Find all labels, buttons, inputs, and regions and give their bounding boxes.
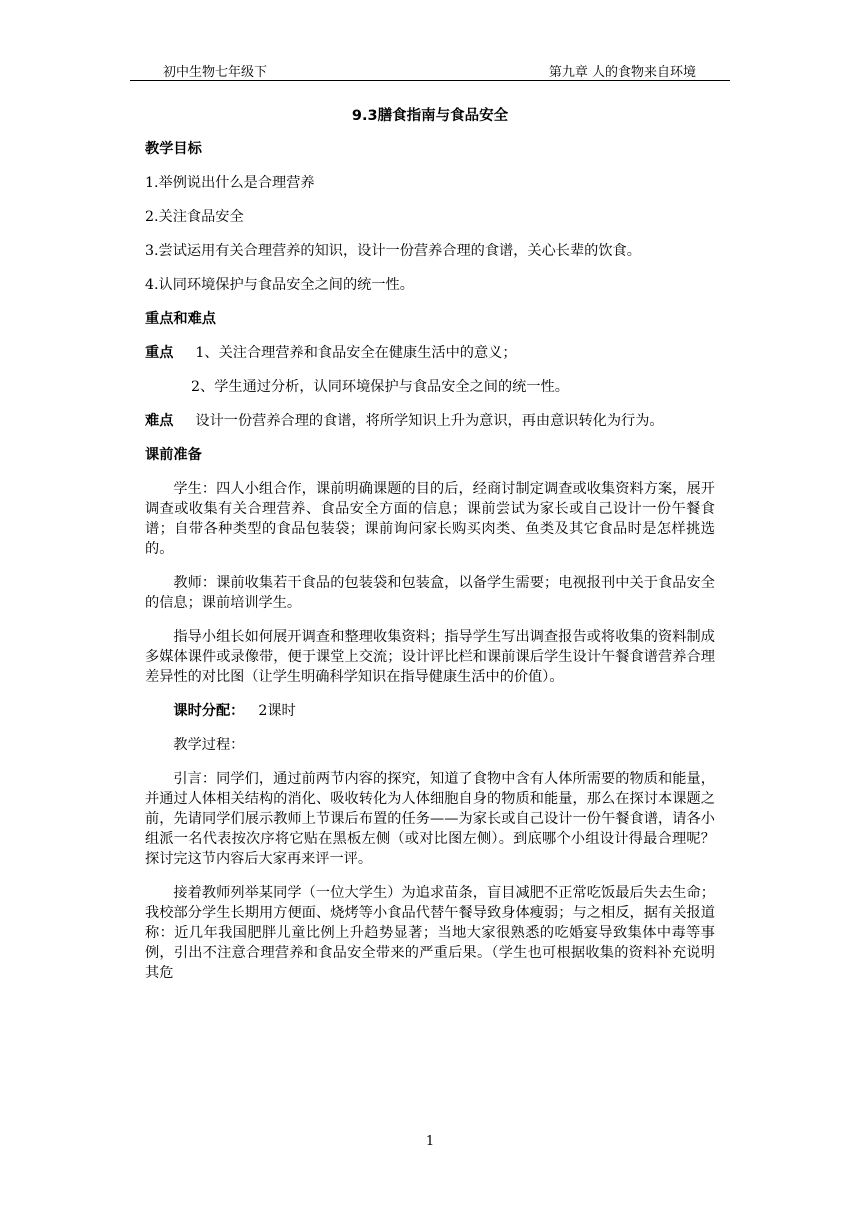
process-label: 教学过程： xyxy=(173,737,245,753)
header-left: 初中生物七年级下 xyxy=(163,65,268,80)
difficulty-line xyxy=(145,411,715,431)
objective-item: 3.尝试运用有关合理营养的知识，设计一份营养合理的食谱，关心长辈的饮食。 xyxy=(145,243,641,259)
objective-item: 1.举例说出什么是合理营养 xyxy=(145,175,315,191)
focus-line-2: 2、学生通过分析，认同环境保护与食品安全之间的统一性。 xyxy=(191,379,569,395)
process-next: 接着教师列举某同学（一位大学生）为追求苗条，盲目减肥不正常吃饭最后失去生命；我校部分学生长期用方便面、烧烤等小食品代替午餐导致身体瘦弱；与之相反，据有关报道称：近几年我国肥胖儿童比例上升趋势显著；当地大家很熟悉的吃婚宴导致集体中毒等事例，引出不注意合理营养和食品安全带来的严重后果。（学生也可根据收集的资料补充说明其危 xyxy=(145,885,715,981)
difficulty-label: 难点 xyxy=(145,413,174,429)
document-body xyxy=(145,104,715,997)
difficulty-text: 设计一份营养合理的食谱，将所学知识上升为意识，再由意识转化为行为。 xyxy=(195,413,664,429)
page-number: 1 xyxy=(425,1134,435,1149)
prep-teacher: 教师：课前收集若干食品的包装袋和包装盒，以备学生需要；电视报刊中关于食品安全的信息；课前培训学生。 xyxy=(145,575,715,611)
schedule-value: 2课时 xyxy=(258,703,296,719)
objective-item: 2.关注食品安全 xyxy=(145,209,244,225)
focus-line-1 xyxy=(145,343,715,363)
focus-text-1: 1、关注合理营养和食品安全在健康生活中的意义； xyxy=(195,345,517,361)
schedule-label: 课时分配： xyxy=(173,703,245,719)
prep-heading: 课前准备 xyxy=(145,447,202,463)
header-rule xyxy=(130,80,730,81)
process-intro: 引言：同学们，通过前两节内容的探究，知道了食物中含有人体所需要的物质和能量，并通过人体相关结构的消化、吸收转化为人体细胞自身的物质和能量，那么在探讨本课题之前，先请同学们展示教师上节课后布置的任务——为家长或自己设计一份午餐食谱，请各小组派一名代表按次序将它贴在黑板左侧（或对比图左侧）。到底哪个小组设计得最合理呢？探讨完这节内容后大家再来评一评。 xyxy=(145,771,715,867)
objective-item: 4.认同环境保护与食品安全之间的统一性。 xyxy=(145,277,414,293)
focus-label: 重点 xyxy=(145,345,174,361)
document-title: 9.3膳食指南与食品安全 xyxy=(351,108,509,124)
keypoints-heading: 重点和难点 xyxy=(145,311,216,327)
objectives-heading: 教学目标 xyxy=(145,141,202,157)
schedule-line xyxy=(145,701,715,721)
prep-students: 学生：四人小组合作，课前明确课题的目的后，经商讨制定调查或收集资料方案，展开调查或收集有关合理营养、食品安全方面的信息；课前尝试为家长或自己设计一份午餐食谱；自带各种类型的食品包装袋；课前询问家长购买肉类、鱼类及其它食品时是怎样挑选的。 xyxy=(145,481,715,557)
header-right: 第九章 人的食物来自环境 xyxy=(548,65,696,80)
prep-guide: 指导小组长如何展开调查和整理收集资料；指导学生写出调查报告或将收集的资料制成多媒体课件或录像带，便于课堂上交流；设计评比栏和课前课后学生设计午餐食谱营养合理差异性的对比图（让学生明确科学知识在指导健康生活中的价值）。 xyxy=(145,629,715,685)
